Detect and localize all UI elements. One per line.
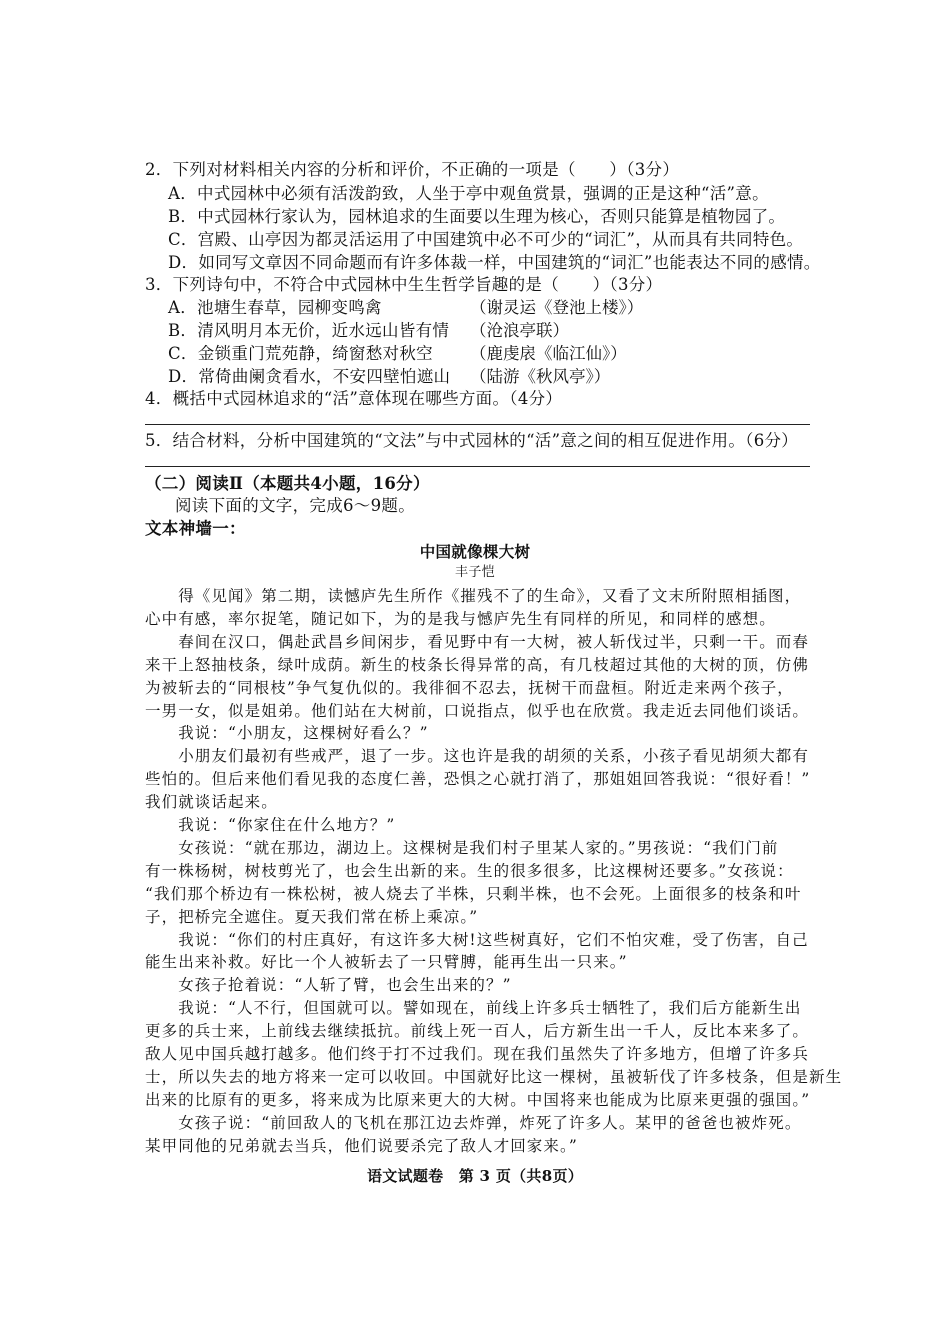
article-line: 更多的兵士来，上前线去继续抵抗。前线上死一百人，后方新生出一千人，反比本来多了。 [145,1022,810,1041]
article-line: 为被斩去的“同根枝”争气复仇似的。我徘徊不忍去，抚树干而盘桓。附近走来两个孩子， [145,678,794,697]
question-2-option-c: C．宫殿、山亭因为都灵活运用了中国建筑中必不可少的“词汇”，从而具有共同特色。 [168,230,804,249]
section-heading: （二）阅读Ⅱ（本题共4小题，16分） [145,474,430,493]
question-3-option-b-source: （沧浪亭联） [470,321,569,340]
article-line: 我说：“人不行，但国就可以。譬如现在，前线上许多兵士牺牲了，我们后方能新生出 [145,999,802,1018]
article-line: 能生出来补救。好比一个人被斩去了一只臂膊，能再生出一只来。” [145,953,628,972]
question-3-option-d: D．常倚曲阑贪看水，不安四壁怕遮山 [168,367,451,386]
article-line: 我说：“你家住在什么地方？” [145,816,396,834]
article-line: 得《见闻》第二期，读憾庐先生所作《摧残不了的生命》，又看了文末所附照相插图， [145,587,802,605]
article-line: 女孩说：“就在那边，湖边上。这棵树是我们村子里某人家的。”男孩说：“我们门前 [145,838,779,857]
question-2-option-a: A．中式园林中必须有活泼韵致，人坐于亭中观鱼赏景，强调的正是这种“活”意。 [168,184,769,203]
question-2-stem: 2．下列对材料相关内容的分析和评价，不正确的一项是（ ）（3分） [145,160,680,179]
article-line: “我们那个桥边有一株松树，被人烧去了半株，只剩半株，也不会死。上面很多的枝条和叶 [145,884,802,903]
question-5-stem: 5．结合材料，分析中国建筑的“文法”与中式园林的“活”意之间的相互促进作用。（6分） [145,431,799,450]
question-3-option-b: B．清风明月本无价，近水远山皆有情 [168,321,450,340]
question-3-option-d-source: （陆游《秋风亭》） [470,367,611,386]
article-line: 士，所以失去的地方将来一定可以收回。中国就好比这一棵树，虽被斩伐了许多枝条，但是新生 [145,1067,843,1086]
page-footer: 语文试题卷 第 3 页（共8页） [366,1167,584,1185]
article-line: 心中有感，率尔捉笔，随记如下，为的是我与憾庐先生有同样的所见，和同样的感想。 [145,609,776,628]
article-line: 出来的比原有的更多，将来成为比原来更大的大树。中国将来也能成为比原来更强的强国。” [145,1090,811,1109]
question-3-option-c-source: （鹿虔扆《临江仙》） [470,344,627,363]
question-3-option-c: C．金锁重门荒苑静，绮窗愁对秋空 [168,344,433,363]
section-instruction: 阅读下面的文字，完成6～9题。 [175,496,415,515]
answer-line-q5 [145,466,810,467]
article-line: 小朋友们最初有些戒严，退了一步。这也许是我的胡须的关系，小孩子看见胡须大都有 [145,747,810,766]
article-line: 敌人见中国兵越打越多。他们终于打不过我们。现在我们虽然失了许多地方，但增了许多兵 [145,1045,810,1063]
text-label: 文本神墙一： [145,519,246,538]
question-3-stem: 3．下列诗句中，不符合中式园林中生生哲学旨趣的是（ ）（3分） [145,275,663,294]
article-line: 来干上怒抽枝条，绿叶成荫。新生的枝条长得异常的高，有几枝超过其他的大树的顶，仿佛 [145,655,810,674]
article-line: 春间在汉口，偶赴武昌乡间闲步，看见野中有一大树，被人斩伐过半，只剩一干。而春 [145,632,810,651]
article-author: 丰子恺 [455,565,495,580]
article-line: 我说：“你们的村庄真好，有这许多大树!这些树真好，它们不怕灾难，受了伤害，自己 [145,930,809,949]
article-line: 女孩子抢着说：“人斩了臂，也会生出来的？” [145,976,512,995]
question-3-option-a-source: （谢灵运《登池上楼》） [470,298,644,317]
article-line: 一男一女，似是姐弟。他们站在大树前，口说指点，似乎也在欣赏。我走近去同他们谈话。 [145,701,810,720]
article-line: 我们就谈话起来。 [145,793,278,812]
article-line: 女孩子说：“前回敌人的飞机在那江边去炸弹，炸死了许多人。某甲的爸爸也被炸死。 [145,1113,802,1132]
question-3-option-a: A．池塘生春草，园柳变鸣禽 [168,298,382,317]
article-line: 某甲同他的兄弟就去当兵，他们说要杀完了敌人才回家来。” [145,1136,578,1155]
question-4-stem: 4．概括中式园林追求的“活”意体现在哪些方面。（4分） [145,389,563,408]
article-line: 子，把桥完全遮住。夏天我们常在桥上乘凉。” [145,907,479,926]
question-2-option-b: B．中式园林行家认为，园林追求的生面要以生理为核心，否则只能算是植物园了。 [168,207,786,226]
answer-line-q4 [145,424,810,425]
question-2-option-d: D．如同写文章因不同命题而有许多体裁一样，中国建筑的“词汇”也能表达不同的感情。 [168,253,821,272]
article-line: 些怕的。但后来他们看见我的态度仁善，恐惧之心就打消了，那姐姐回答我说：“很好看！” [145,770,811,789]
article-title: 中国就像棵大树 [419,542,531,561]
article-line: 我说：“小朋友，这棵树好看么？” [145,724,429,743]
article-line: 有一株杨树，树枝剪光了，也会生出新的来。生的很多很多，比这棵树还要多。”女孩说： [145,861,794,880]
